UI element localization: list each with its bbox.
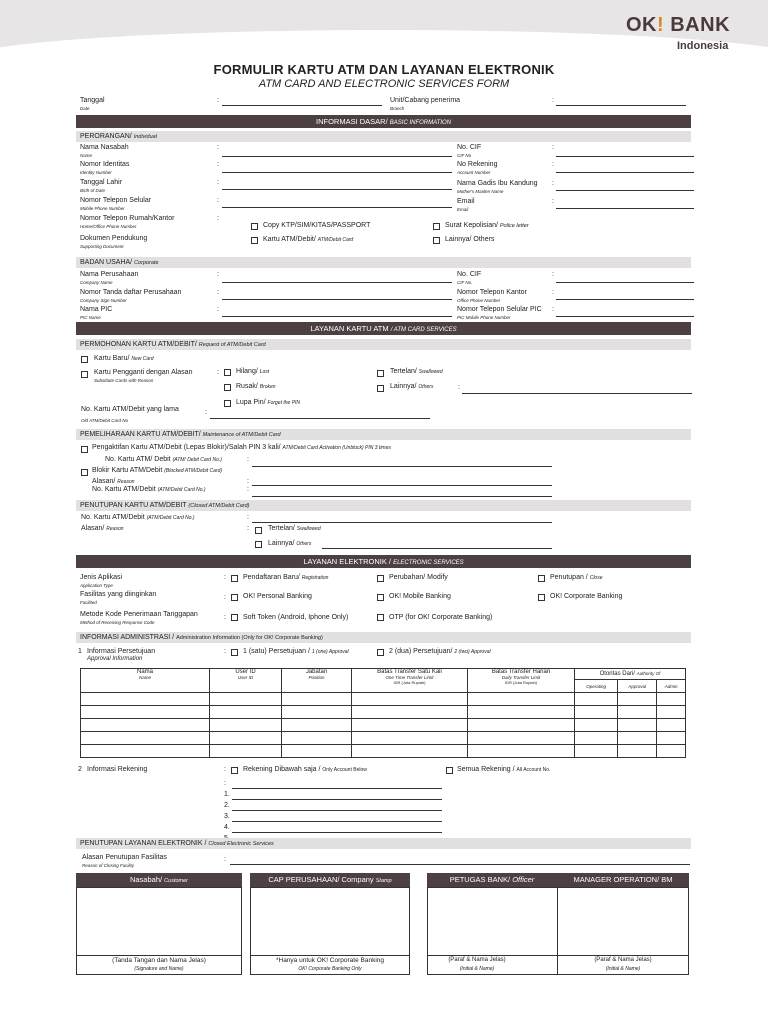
hp-label: Nomor Telepon Selular: [80, 197, 152, 204]
colon: :: [224, 766, 226, 773]
sig-petugas-caption: (Paraf & Nama Jelas): [448, 957, 506, 963]
lainnya2-field[interactable]: [322, 548, 552, 549]
pic-field[interactable]: [222, 316, 452, 317]
all-account-checkbox[interactable]: [446, 767, 453, 774]
old-card-field[interactable]: [210, 418, 430, 419]
tertelan-checkbox[interactable]: [377, 370, 384, 377]
account-field[interactable]: [232, 821, 442, 822]
col-otoritas: Otoritas Dari/ Authority Of: [575, 669, 686, 680]
all-account-label: Semua Rekening / All Account No.: [457, 766, 551, 773]
sig-cap-caption-en: OK! Corporate Banking Only: [298, 966, 362, 972]
atm-services-bar: LAYANAN KARTU ATM / ATM CARD SERVICES: [76, 322, 691, 335]
tdp-label: Nomor Tanda daftar Perusahaan: [80, 289, 182, 296]
bank-logo: OK! BANK: [626, 14, 731, 36]
approval-label: Informasi Persetujuan: [87, 648, 156, 655]
cif-label: No. CIF: [457, 144, 482, 151]
kartu-baru-checkbox[interactable]: [81, 356, 88, 363]
pichp-label: Nomor Telepon Selular PIC: [457, 306, 542, 313]
fasilitas-en: Facilited: [80, 600, 97, 605]
item-1-number: 1: [78, 648, 82, 655]
nok-label: No. Kartu ATM/ Debit (ATM/ Debit Card No.): [105, 456, 222, 463]
one-approval-checkbox[interactable]: [231, 649, 238, 656]
colon: :: [217, 179, 219, 186]
mobile-banking-label: OK! Mobile Banking: [389, 593, 451, 600]
corporate-banking-checkbox[interactable]: [538, 594, 545, 601]
colon: :: [217, 144, 219, 151]
col-nama: Nama Name: [81, 669, 210, 693]
hp-en: Mobile Phone Number: [80, 206, 125, 211]
maintenance-subheader: PEMELIHARAAN KARTU ATM/DEBIT/ Maintenance of ATM/Debit Card: [76, 429, 691, 440]
metode-label: Metode Kode Penerimaan Tanggapan: [80, 611, 198, 618]
jenis-label: Jenis Aplikasi: [80, 574, 123, 581]
tertelan2-label: Tertelan/ Swallowed: [268, 525, 321, 532]
pengganti-label: Kartu Pengganti dengan Alasan: [94, 369, 193, 376]
tertelan2-checkbox[interactable]: [255, 527, 262, 534]
corporate-banking-label: OK! Corporate Banking: [550, 593, 623, 600]
lahir-label: Tanggal Lahir: [80, 179, 123, 186]
colon: :: [552, 180, 554, 187]
account-num-3: 3.: [224, 813, 230, 820]
account-num-4: 4.: [224, 824, 230, 831]
account-field[interactable]: [232, 832, 442, 833]
nok3-field[interactable]: [252, 522, 552, 523]
sig-divider: [250, 955, 410, 956]
colon: :: [224, 648, 226, 655]
tanggal-label: Tanggal: [80, 97, 105, 104]
perusahaan-label: Nama Perusahaan: [80, 271, 139, 278]
lupa-pin-checkbox[interactable]: [224, 400, 231, 407]
lain-doc-checkbox[interactable]: [433, 237, 440, 244]
table-header-row: [81, 669, 686, 680]
form-title: FORMULIR KARTU ATM DAN LAYANAN ELEKTRONIK: [213, 62, 555, 77]
hilang-checkbox[interactable]: [224, 369, 231, 376]
colon: :: [224, 614, 226, 621]
lainnya2-label: Lainnya/ Others: [268, 540, 312, 547]
sig-vertical-divider: [557, 887, 558, 975]
otp-label: OTP (for OK! Corporate Banking): [389, 614, 493, 621]
sig-manager-caption-en: (Initial & Name): [605, 966, 641, 972]
ibu-en: Mother's Maiden Name: [457, 189, 504, 194]
account-num-1: 1.: [224, 791, 230, 798]
sig-manager-caption: (Paraf & Nama Jelas): [594, 957, 652, 963]
user-table: [80, 668, 686, 758]
lainnya-reason-field[interactable]: [462, 393, 692, 394]
admin-info-subheader: INFORMASI ADMINISTRASI / Administration Information (Only for OK! Corporate Banking): [76, 632, 691, 643]
unit-label: Unit/Cabang penerima: [390, 97, 461, 104]
email-label: Email: [457, 198, 475, 205]
fasilitas-label: Fasilitas yang diinginkan: [80, 591, 157, 598]
cif2-field[interactable]: [556, 282, 694, 283]
only-account-checkbox[interactable]: [231, 767, 238, 774]
pendaftaran-label: Pendaftaran Baru/ Registration: [243, 574, 329, 581]
sig-divider: [76, 955, 242, 956]
closed-card-subheader: PENUTUPAN KARTU ATM/DEBIT (Closed ATM/Debit Card): [76, 500, 691, 511]
closing-reason-en: Reason of Closing Facility: [82, 863, 135, 868]
pengganti-en: Substitute Cards with Reason: [94, 378, 154, 383]
personal-banking-checkbox[interactable]: [231, 594, 238, 601]
logo-sub: Indonesia: [677, 40, 729, 52]
lahir-en: Birth of Date: [80, 188, 106, 193]
table-row[interactable]: [81, 732, 686, 745]
closing-reason-label: Alasan Penutupan Fasilitas: [82, 854, 167, 861]
blokir-alasan-field[interactable]: [252, 485, 552, 486]
id-label: Nomor Identitas: [80, 161, 130, 168]
lainnya-reason-checkbox[interactable]: [377, 385, 384, 392]
ktp-label: Copy KTP/SIM/KITAS/PASSPORT: [263, 222, 371, 229]
table-row[interactable]: [81, 706, 686, 719]
individual-subheader: PERORANGAN/ Individual: [76, 131, 691, 142]
rek-label: No Rekening: [457, 161, 498, 168]
only-account-label: Rekening Dibawah saja / Only Account Below: [243, 766, 367, 773]
sig-divider: [427, 955, 689, 956]
request-subheader: PERMOHONAN KARTU ATM/DEBIT/ Request of ATM/Debit Card: [76, 339, 691, 350]
colon: :: [552, 198, 554, 205]
table-row[interactable]: [81, 693, 686, 706]
approval-en: Approval Information: [87, 656, 143, 662]
pic-en: PIC Name: [80, 315, 101, 320]
account-field[interactable]: [232, 799, 442, 800]
nama-en: Name: [80, 153, 93, 158]
lupa-pin-label: Lupa Pin/ Forget the PIN: [236, 399, 301, 406]
colon: :: [552, 306, 554, 313]
colon: :: [205, 409, 207, 416]
col-jabatan: Jabatan Position: [282, 669, 352, 693]
otp-checkbox[interactable]: [377, 614, 384, 621]
blokir-label: Blokir Kartu ATM/Debit (Blocked ATM/Debit Card): [92, 467, 223, 474]
lahir-field[interactable]: [222, 189, 452, 190]
colon: :: [217, 197, 219, 204]
pendaftaran-checkbox[interactable]: [231, 575, 238, 582]
nok2-field[interactable]: [252, 496, 552, 497]
atm-doc-checkbox[interactable]: [251, 237, 258, 244]
col-userid: User ID User ID: [210, 669, 282, 693]
metode-en: Method of Receiving Response Code: [80, 620, 155, 625]
sig-nasabah-caption-en: (Signature and Name): [134, 966, 184, 972]
perusahaan-en: Company Name: [80, 280, 113, 285]
perusahaan-field[interactable]: [222, 282, 452, 283]
id-field[interactable]: [222, 172, 452, 173]
penutupan-label: Penutupan / Close: [550, 574, 603, 581]
closing-reason-field[interactable]: [230, 864, 690, 865]
tdp-field[interactable]: [222, 299, 452, 300]
soft-token-label: Soft Token (Android, Iphone Only): [243, 614, 349, 621]
basic-info-bar: INFORMASI DASAR/ BASIC INFORMATION: [76, 115, 691, 128]
pic-label: Nama PIC: [80, 306, 113, 313]
sig-petugas-caption-en: (Initial & Name): [459, 966, 495, 972]
colon: :: [552, 144, 554, 151]
colon: :: [217, 271, 219, 278]
aktivasi-label: Pengaktifan Kartu ATM/Debit (Lepas Blokir)/Salah PIN 3 kali/ ATM/Debit Card Activation (Unblock) PIN 3 times: [92, 444, 391, 451]
ibu-label: Nama Gadis Ibu Kandung: [457, 180, 538, 187]
blokir-checkbox[interactable]: [81, 469, 88, 476]
colon: :: [224, 856, 226, 863]
perubahan-checkbox[interactable]: [377, 575, 384, 582]
sig-nasabah-caption: (Tanda Tangan dan Nama Jelas): [112, 957, 206, 964]
ktp-checkbox[interactable]: [251, 223, 258, 230]
tanggal-en: Date: [80, 106, 90, 111]
colon: :: [217, 215, 219, 222]
pichp-field[interactable]: [556, 316, 694, 317]
corporate-subheader: BADAN USAHA/ Corporate: [76, 257, 691, 268]
colon: :: [217, 289, 219, 296]
jenis-en: Application Type: [80, 583, 113, 588]
cif-en: CIF No: [457, 153, 472, 158]
personal-banking-label: OK! Personal Banking: [243, 593, 312, 600]
id-en: Identity Number: [80, 170, 112, 175]
pichp-en: PIC Mobile Phone Number: [457, 315, 511, 320]
old-card-label: No. Kartu ATM/Debit yang lama: [81, 406, 179, 413]
account-field[interactable]: [232, 810, 442, 811]
cif-field[interactable]: [556, 156, 694, 157]
mobile-banking-checkbox[interactable]: [377, 594, 384, 601]
colon: :: [247, 486, 249, 493]
rek-en: Account Number: [457, 170, 491, 175]
colon: :: [552, 97, 554, 104]
col-operating: Operating: [575, 680, 618, 693]
tertelan-label: Tertelan/ Swallowed: [390, 368, 443, 375]
cif2-en: CIF No.: [457, 280, 473, 285]
col-batas-harian: Batas Transfer Harian Daily Transfer Limit IDR (Juta Rupiah): [468, 669, 575, 693]
tdp-en: Company Sign Number: [80, 298, 127, 303]
hilang-label: Hilang/ Lost: [236, 368, 270, 375]
logo-mark-icon: !: [657, 14, 665, 36]
electronic-services-bar: LAYANAN ELEKTRONIK / ELECTRONIC SERVICES: [76, 555, 691, 568]
lainnya-reason-label: Lainnya/ Others: [390, 383, 434, 390]
colon: :: [552, 161, 554, 168]
tanggal-field[interactable]: [222, 105, 382, 106]
col-approval: Approval: [618, 680, 657, 693]
colon: :: [224, 574, 226, 581]
nama-field[interactable]: [222, 156, 452, 157]
colon: :: [217, 161, 219, 168]
email-field[interactable]: [556, 208, 694, 209]
one-approval-label: 1 (satu) Persetujuan / 1 (one) Approval: [243, 648, 349, 655]
sig-header-cap: CAP PERUSAHAAN/ Company Stamp: [250, 873, 410, 887]
colon: :: [224, 780, 226, 787]
ibu-field[interactable]: [556, 190, 694, 191]
kartu-baru-label: Kartu Baru/ New Card: [94, 355, 154, 362]
dok-label: Dokumen Pendukung: [80, 235, 148, 242]
two-approval-label: 2 (dua) Persetujuan/ 2 (two) Approval: [389, 648, 491, 655]
sig-cap-caption: *Hanya untuk OK! Corporate Banking: [275, 957, 385, 964]
sig-header-manager: MANAGER OPERATION/ BM: [557, 873, 689, 887]
colon: :: [247, 514, 249, 521]
pengganti-checkbox[interactable]: [81, 371, 88, 378]
nok-field[interactable]: [252, 466, 552, 467]
email-en: Email: [457, 207, 469, 212]
col-admin: Admin: [657, 680, 686, 693]
colon: :: [458, 384, 460, 391]
rekening-label: Informasi Rekening: [87, 766, 148, 773]
aktivasi-checkbox[interactable]: [81, 446, 88, 453]
soft-token-checkbox[interactable]: [231, 614, 238, 621]
rusak-label: Rusak/ Broken: [236, 383, 276, 390]
two-approval-checkbox[interactable]: [377, 649, 384, 656]
kantor-field[interactable]: [556, 299, 694, 300]
kantor-label: Nomor Telepon Kantor: [457, 289, 527, 296]
atm-doc-label: Kartu ATM/Debit/ ATM/Debit Card: [263, 236, 354, 243]
cif2-label: No. CIF: [457, 271, 482, 278]
rusak-checkbox[interactable]: [224, 384, 231, 391]
blokir-alasan-label: Alasan/ Reason: [92, 478, 135, 485]
polisi-checkbox[interactable]: [433, 223, 440, 230]
nama-label: Nama Nasabah: [80, 144, 129, 151]
alasan2-label: Alasan/ Reason: [81, 525, 124, 532]
perubahan-label: Perubahan/ Modify: [389, 574, 448, 581]
item-2-number: 2: [78, 766, 82, 773]
colon: :: [247, 478, 249, 485]
penutupan-checkbox[interactable]: [538, 575, 545, 582]
closed-services-subheader: PENUTUPAN LAYANAN ELEKTRONIK / Closed Electronic Services: [76, 838, 691, 849]
account-field[interactable]: [232, 788, 442, 789]
unit-field[interactable]: [556, 105, 686, 106]
unit-en: Branch: [390, 106, 405, 111]
colon: :: [552, 271, 554, 278]
hp-field[interactable]: [222, 207, 452, 208]
colon: :: [217, 306, 219, 313]
colon: :: [247, 456, 249, 463]
lain-doc-label: Lainnya/ Others: [445, 236, 495, 243]
sig-header-petugas: PETUGAS BANK/ Officer: [427, 873, 557, 887]
dok-en: Supporting Document: [80, 244, 124, 249]
form-subtitle: ATM CARD AND ELECTRONIC SERVICES FORM: [258, 78, 510, 90]
rek-field[interactable]: [556, 172, 694, 173]
colon: :: [247, 525, 249, 532]
lainnya2-checkbox[interactable]: [255, 541, 262, 548]
account-num-2: 2.: [224, 802, 230, 809]
rumah-en: Home/Office Phone Number: [80, 224, 137, 229]
col-batas-satu: Batas Transfer Satu Kali One Time Transfer Limit IDR (Juta Rupiah): [352, 669, 468, 693]
colon: :: [552, 289, 554, 296]
sig-header-nasabah: Nasabah/ Customer: [76, 873, 242, 887]
polisi-label: Surat Kepolisian/ Police letter: [445, 222, 529, 229]
table-row[interactable]: [81, 745, 686, 758]
colon: :: [217, 369, 219, 376]
table-row[interactable]: [81, 719, 686, 732]
nok2-label: No. Kartu ATM/Debit (ATM/Debit Card No.): [92, 486, 206, 493]
colon: :: [217, 97, 219, 104]
nok3-label: No. Kartu ATM/Debit (ATM/Debit Card No.): [81, 514, 195, 521]
rumah-label: Nomor Telepon Rumah/Kantor: [80, 215, 175, 222]
colon: :: [224, 594, 226, 601]
old-card-en: Old ATM/Debit Card No: [81, 418, 129, 423]
kantor-en: Office Phone Number: [457, 298, 501, 303]
